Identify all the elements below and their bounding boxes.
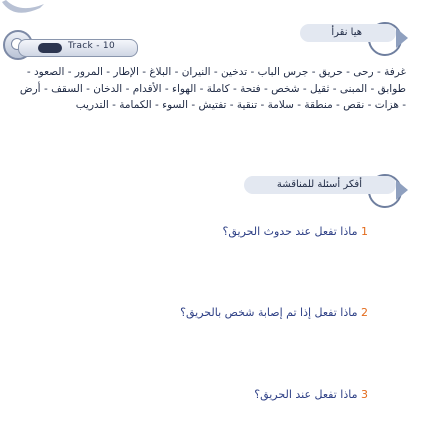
track-label: Track - 10: [68, 41, 115, 51]
vocabulary-paragraph: غرفة - رحى - حريق - جرس الباب - تدخين - النيران - البلاغ - الإطار - المرور - الصعود - طوابق - المبنى - ثقيل - شخص - فتحة - كاملة - الهواء - الأقدام - الدخان - السقف - أرض - هزات - نقص - منطقة - سلامة - تنقية - تفتيش - السوء - الكمامة - التدريب: [19, 66, 406, 111]
question-2: [108, 306, 368, 319]
question-number: 2: [361, 306, 368, 319]
section-title-label: هيا نقرأ: [331, 27, 362, 38]
question-text: ماذا تفعل إذا تم إصابة شخص بالحريق؟: [180, 306, 358, 319]
reflection-title-pill: [244, 176, 396, 194]
question-number: 1: [361, 225, 368, 238]
question-text: ماذا تفعل عند الحريق؟: [254, 388, 358, 401]
question-1: [128, 225, 368, 238]
reflection-title: أفكر أسئلة للمناقشة: [276, 179, 362, 190]
question-3: [128, 388, 368, 401]
question-text: ماذا تفعل عند حدوث الحريق؟: [222, 225, 358, 238]
question-number: 3: [361, 388, 368, 401]
decorative-swoosh: [0, 0, 60, 22]
section-title: [300, 24, 396, 42]
track-pill-inner: [38, 43, 62, 53]
